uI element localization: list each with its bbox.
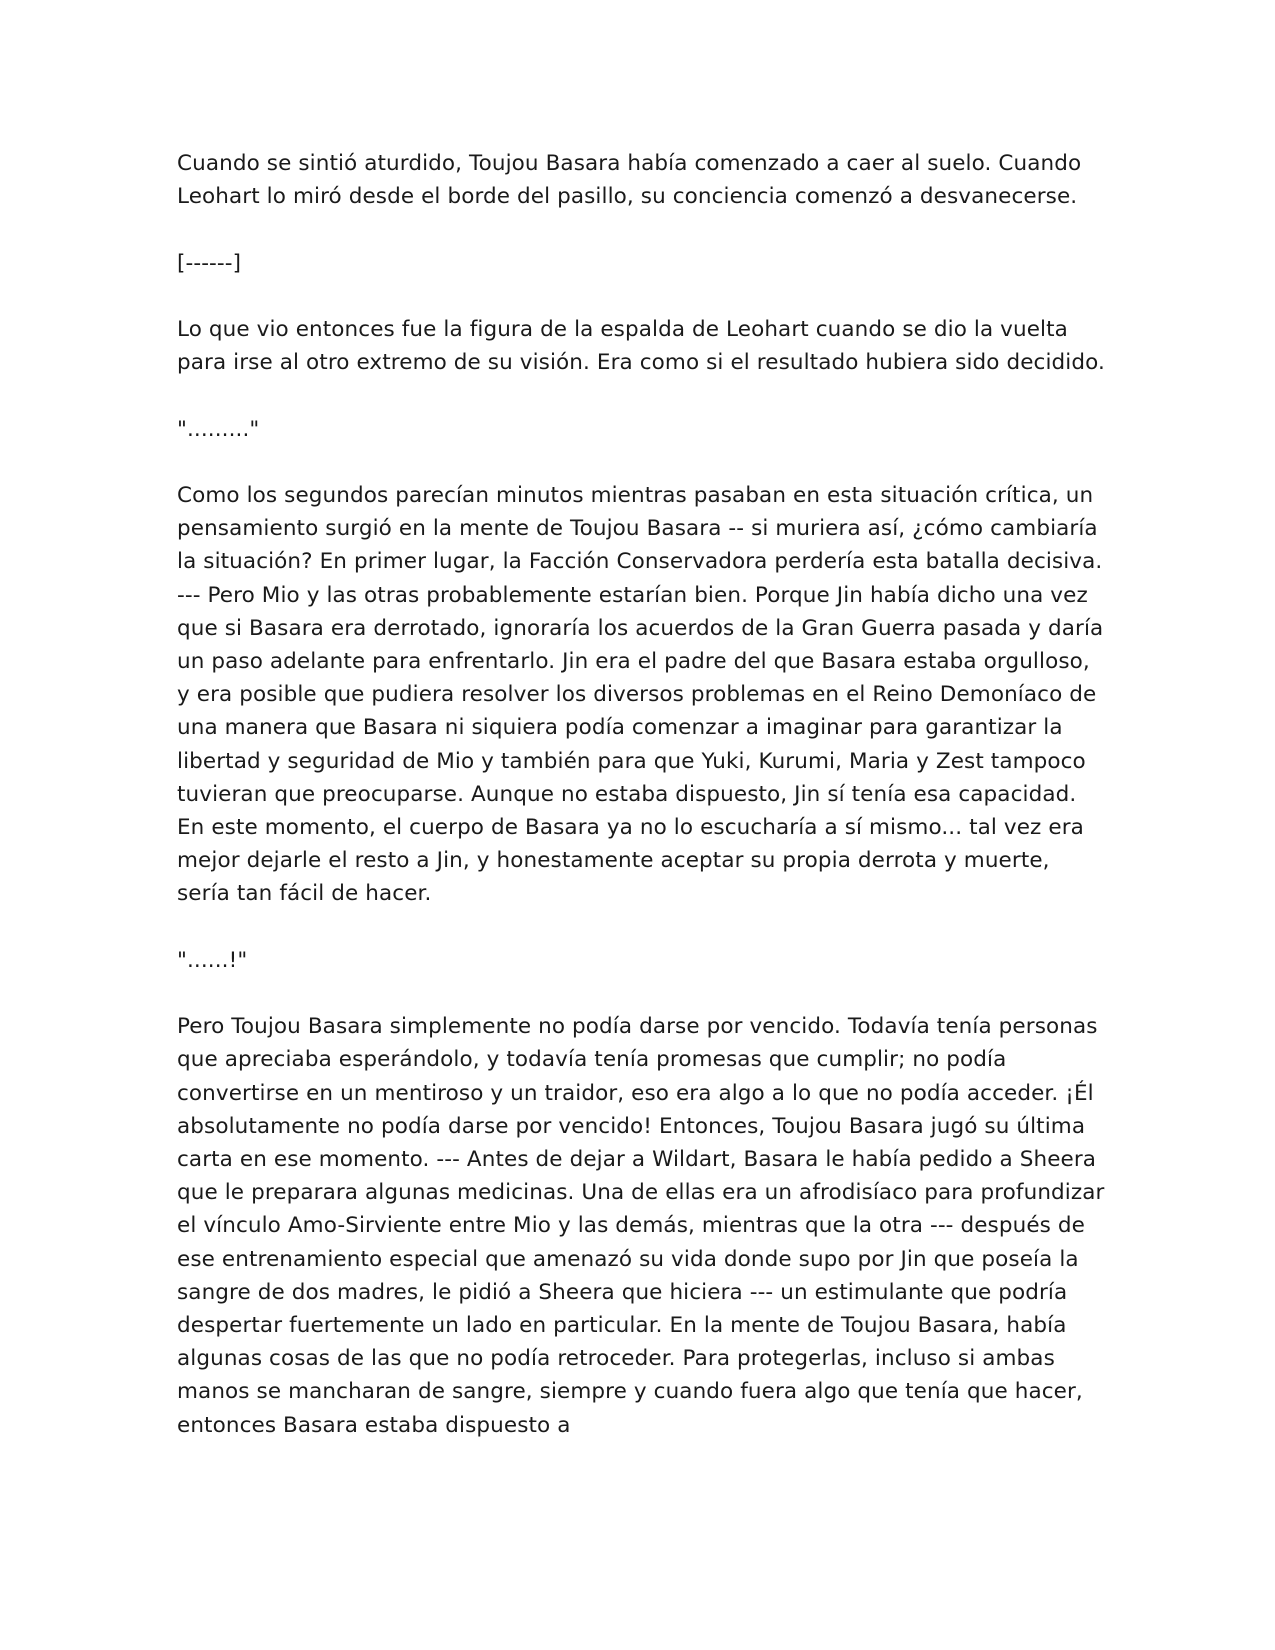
paragraph-1: Cuando se sintió aturdido, Toujou Basara había comenzado a caer al suelo. Cuando Leohart lo miró desde el borde del pasillo, su conciencia comenzó a desvanecerse. bbox=[177, 151, 1082, 210]
paragraph-2: Lo que vio entonces fue la figura de la espalda de Leohart cuando se dio la vuelta para irse al otro extremo de su visión. Era como si el resultado hubiera sido decidido. bbox=[177, 316, 1105, 376]
paragraph-3: Como los segundos parecían minutos mientras pasaban en esta situación crítica, un pensamiento surgió en la mente de Toujou Basara -- si muriera así, ¿cómo cambiaría la situación? En primer lugar, la Facción Conservadora perdería esta batalla decisiva. --- Pero Mio y las otras probablemente estarían bien. Porque Jin había dicho una vez que si Basara era derrotado, ignoraría los acuerdos de la Gran Guerra pasada y daría un paso adelante para enfrentarlo. Jin era el padre del que Basara estaba orgulloso, y era posible que pudiera resolver los diversos problemas en el Reino Demoníaco de una manera que Basara ni siquiera podía comenzar a imaginar para garantizar la libertad y seguridad de Mio y también para que Yuki, Kurumi, Maria y Zest tampoco tuvieran que preocuparse. Aunque no estaba dispuesto, Jin sí tenía esa capacidad. En este momento, el cuerpo de Basara ya no lo escucharía a sí mismo... tal vez era mejor dejarle el resto a Jin, y honestamente aceptar su propia derrota y muerte, sería tan fácil de hacer. bbox=[177, 482, 1104, 907]
scene-break: [------] bbox=[177, 250, 242, 276]
dialogue-exclamation: "......!" bbox=[177, 947, 248, 973]
dialogue-ellipsis: "........." bbox=[177, 416, 260, 442]
paragraph-4: Pero Toujou Basara simplemente no podía darse por vencido. Todavía tenía personas que apreciaba esperándolo, y todavía tenía promesas que cumplir; no podía convertirse en un mentiroso y un traidor, eso era algo a lo que no podía acceder. ¡Él absolutamente no podía darse por vencido! Entonces, Toujou Basara jugó su última carta en ese momento. --- Antes de dejar a Wildart, Basara le había pedido a Sheera que le preparara algunas medicinas. Una de ellas era un afrodisíaco para profundizar el vínculo Amo-Sirviente entre Mio y las demás, mientras que la otra --- después de ese entrenamiento especial que amenazó su vida donde supo por Jin que poseía la sangre de dos madres, le pidió a Sheera que hiciera --- un estimulante que podría despertar fuertemente un lado en particular. En la mente de Toujou Basara, había algunas cosas de las que no podía retroceder. Para protegerlas, incluso si ambas manos se mancharan de sangre, siempre y cuando fuera algo que tenía que hacer, entonces Basara estaba dispuesto a bbox=[177, 1014, 1105, 1438]
document-page bbox=[177, 147, 1107, 1475]
